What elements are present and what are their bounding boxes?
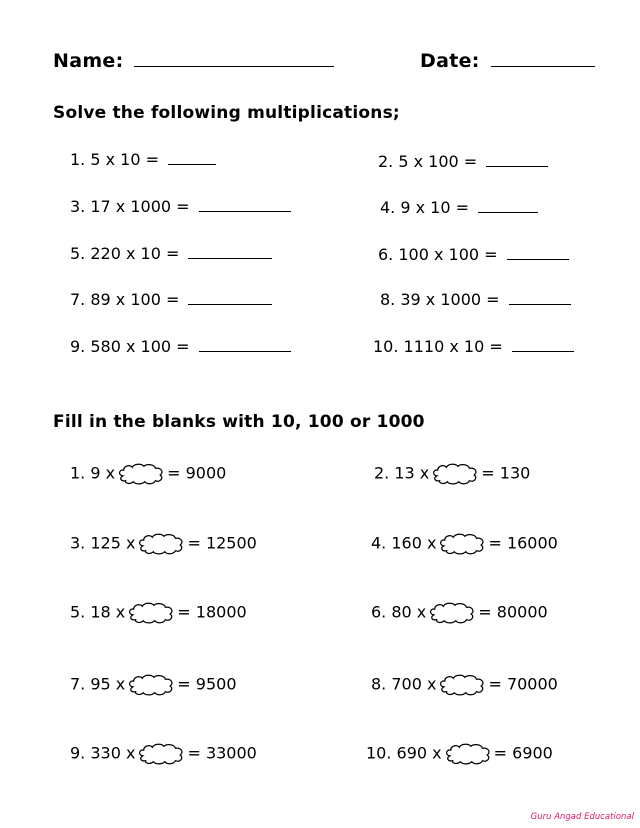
cloud-blank-icon[interactable]: [127, 672, 175, 698]
question-number: 4.: [371, 533, 387, 553]
date-label: Date:: [420, 50, 480, 72]
question-expression: 1110 x 10 =: [403, 337, 503, 356]
fill-question: [70, 600, 247, 626]
question-right: = 18000: [177, 602, 247, 622]
question-number: 1.: [70, 150, 86, 169]
question-number: 10.: [373, 337, 399, 356]
date-blank[interactable]: [491, 65, 595, 67]
answer-blank[interactable]: [512, 350, 574, 352]
cloud-blank-icon[interactable]: [438, 672, 486, 698]
question-right: = 9500: [177, 674, 237, 694]
question-left: 13 x: [394, 463, 430, 483]
cloud-blank-icon[interactable]: [127, 600, 175, 626]
fill-question: [366, 741, 553, 767]
cloud-blank-icon[interactable]: [137, 741, 185, 767]
question-left: 690 x: [396, 743, 442, 763]
section2-title: Fill in the blanks with 10, 100 or 1000: [53, 412, 425, 432]
section1-title: Solve the following multiplications;: [53, 103, 400, 123]
question-number: 8.: [380, 290, 396, 309]
name-field[interactable]: [53, 50, 334, 72]
mult-question: [70, 197, 291, 216]
cloud-blank-icon[interactable]: [438, 531, 486, 557]
question-expression: 17 x 1000 =: [90, 197, 190, 216]
question-right: = 9000: [167, 463, 227, 483]
question-number: 1.: [70, 463, 86, 483]
answer-blank[interactable]: [509, 303, 571, 305]
fill-question: [70, 531, 257, 557]
fill-question: [70, 461, 226, 487]
name-label: Name:: [53, 50, 124, 72]
mult-question: [70, 244, 272, 263]
question-expression: 100 x 100 =: [398, 245, 498, 264]
mult-question: [380, 198, 538, 217]
question-number: 3.: [70, 533, 86, 553]
question-number: 10.: [366, 743, 392, 763]
name-blank[interactable]: [134, 65, 334, 67]
mult-question: [378, 245, 569, 264]
fill-question: [374, 461, 530, 487]
question-left: 700 x: [391, 674, 437, 694]
question-right: = 130: [481, 463, 531, 483]
question-right: = 6900: [493, 743, 553, 763]
question-right: = 33000: [187, 743, 257, 763]
question-expression: 89 x 100 =: [90, 290, 180, 309]
question-right: = 70000: [488, 674, 558, 694]
question-number: 2.: [374, 463, 390, 483]
question-expression: 5 x 100 =: [398, 152, 478, 171]
mult-question: [70, 337, 291, 356]
question-number: 4.: [380, 198, 396, 217]
question-number: 9.: [70, 743, 86, 763]
answer-blank[interactable]: [199, 350, 291, 352]
answer-blank[interactable]: [199, 210, 291, 212]
cloud-blank-icon[interactable]: [428, 600, 476, 626]
mult-question: [380, 290, 571, 309]
question-number: 6.: [378, 245, 394, 264]
answer-blank[interactable]: [188, 303, 272, 305]
question-left: 9 x: [90, 463, 116, 483]
question-number: 3.: [70, 197, 86, 216]
question-left: 125 x: [90, 533, 136, 553]
answer-blank[interactable]: [168, 163, 216, 165]
question-right: = 80000: [478, 602, 548, 622]
fill-question: [70, 741, 257, 767]
question-left: 160 x: [391, 533, 437, 553]
question-number: 7.: [70, 674, 86, 694]
question-expression: 580 x 100 =: [90, 337, 190, 356]
question-expression: 220 x 10 =: [90, 244, 180, 263]
mult-question: [70, 150, 216, 169]
question-number: 5.: [70, 602, 86, 622]
cloud-blank-icon[interactable]: [431, 461, 479, 487]
fill-question: [371, 672, 558, 698]
answer-blank[interactable]: [188, 257, 272, 259]
question-left: 330 x: [90, 743, 136, 763]
question-expression: 5 x 10 =: [90, 150, 160, 169]
date-field[interactable]: [420, 50, 595, 72]
mult-question: [70, 290, 272, 309]
question-left: 80 x: [391, 602, 427, 622]
question-expression: 39 x 1000 =: [400, 290, 500, 309]
footer-credit: Guru Angad Educational: [530, 812, 634, 822]
mult-question: [378, 152, 548, 171]
question-right: = 12500: [187, 533, 257, 553]
question-expression: 9 x 10 =: [400, 198, 470, 217]
mult-question: [373, 337, 574, 356]
question-number: 2.: [378, 152, 394, 171]
question-number: 5.: [70, 244, 86, 263]
cloud-blank-icon[interactable]: [444, 741, 492, 767]
question-left: 95 x: [90, 674, 126, 694]
fill-question: [371, 531, 558, 557]
question-left: 18 x: [90, 602, 126, 622]
question-number: 8.: [371, 674, 387, 694]
cloud-blank-icon[interactable]: [117, 461, 165, 487]
cloud-blank-icon[interactable]: [137, 531, 185, 557]
question-number: 7.: [70, 290, 86, 309]
question-right: = 16000: [488, 533, 558, 553]
answer-blank[interactable]: [507, 258, 569, 260]
fill-question: [70, 672, 237, 698]
question-number: 9.: [70, 337, 86, 356]
question-number: 6.: [371, 602, 387, 622]
answer-blank[interactable]: [486, 165, 548, 167]
fill-question: [371, 600, 548, 626]
answer-blank[interactable]: [478, 211, 538, 213]
